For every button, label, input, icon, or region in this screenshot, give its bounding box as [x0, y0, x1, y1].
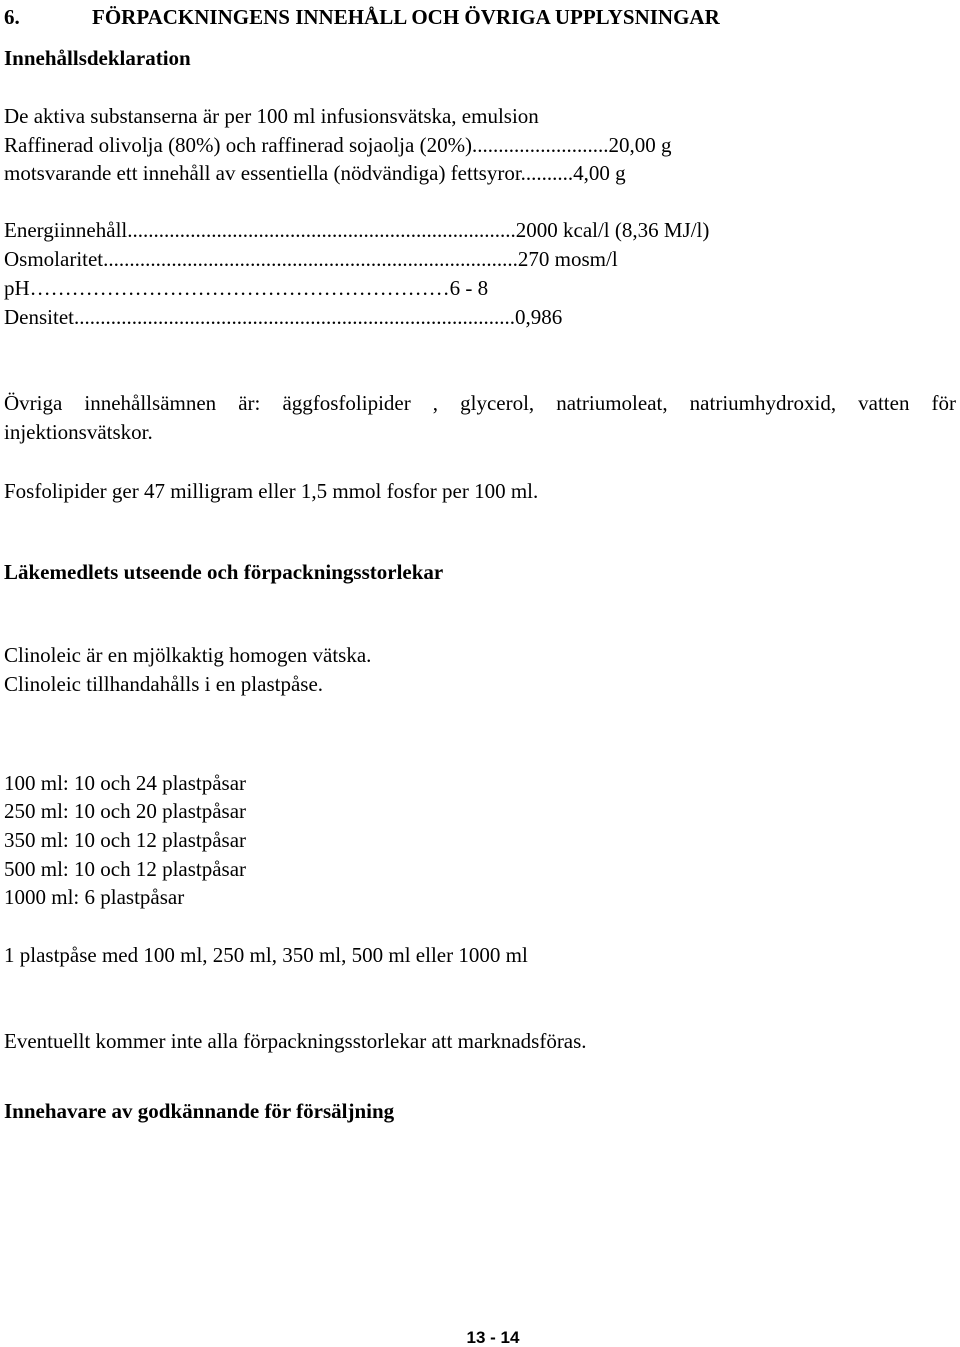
phospholipids-text: Fosfolipider ger 47 milligram eller 1,5 mmol fosfor per 100 ml.: [4, 479, 539, 503]
section-number: 6.: [4, 5, 20, 29]
section-heading: [4, 7, 720, 28]
bag-sizes-text: 1 plastpåse med 100 ml, 250 ml, 350 ml, 500 ml eller 1000 ml: [4, 943, 528, 967]
other-ingredients-line: Övriga innehållsämnen är: äggfosfolipider , glycerol, natriumoleat, natriumhydroxid, vatten för: [4, 391, 956, 415]
pack-size-line: 500 ml: 10 och 12 plastpåsar: [4, 857, 247, 881]
appearance-line: Clinoleic är en mjölkaktig homogen vätska.: [4, 643, 372, 667]
holder-heading: Innehavare av godkännande för försäljning: [4, 1099, 395, 1123]
declaration-heading: Innehållsdeklaration: [4, 46, 191, 70]
pack-size-line: 350 ml: 10 och 12 plastpåsar: [4, 828, 247, 852]
property-ph: pH……………………………………………………6 - 8: [4, 276, 489, 300]
other-ingredients-line: injektionsvätskor.: [4, 420, 153, 444]
appearance-line: Clinoleic tillhandahålls i en plastpåse.: [4, 672, 324, 696]
pack-size-line: 1000 ml: 6 plastpåsar: [4, 885, 185, 909]
section-title: FÖRPACKNINGENS INNEHÅLL OCH ÖVRIGA UPPLYSNINGAR: [92, 5, 720, 29]
pack-size-line: 250 ml: 10 och 20 plastpåsar: [4, 799, 247, 823]
pack-size-line: 100 ml: 10 och 24 plastpåsar: [4, 771, 247, 795]
marketing-note: Eventuellt kommer inte alla förpackningsstorlekar att marknadsföras.: [4, 1029, 587, 1053]
page-number: 13 - 14: [466, 1328, 520, 1347]
property-osmolarity: Osmolaritet...............................................................................270 mosm/l: [4, 247, 618, 271]
property-energy: Energiinnehåll..........................................................................2000 kcal/l (8,36 MJ/l): [4, 218, 710, 242]
declaration-line: De aktiva substanserna är per 100 ml infusionsvätska, emulsion: [4, 104, 539, 128]
appearance-heading: Läkemedlets utseende och förpackningsstorlekar: [4, 560, 444, 584]
declaration-line: motsvarande ett innehåll av essentiella (nödvändiga) fettsyror..........4,00 g: [4, 161, 626, 185]
property-density: Densitet....................................................................................0,986: [4, 305, 563, 329]
declaration-line: Raffinerad olivolja (80%) och raffinerad sojaolja (20%)..........................20,00 g: [4, 133, 672, 157]
